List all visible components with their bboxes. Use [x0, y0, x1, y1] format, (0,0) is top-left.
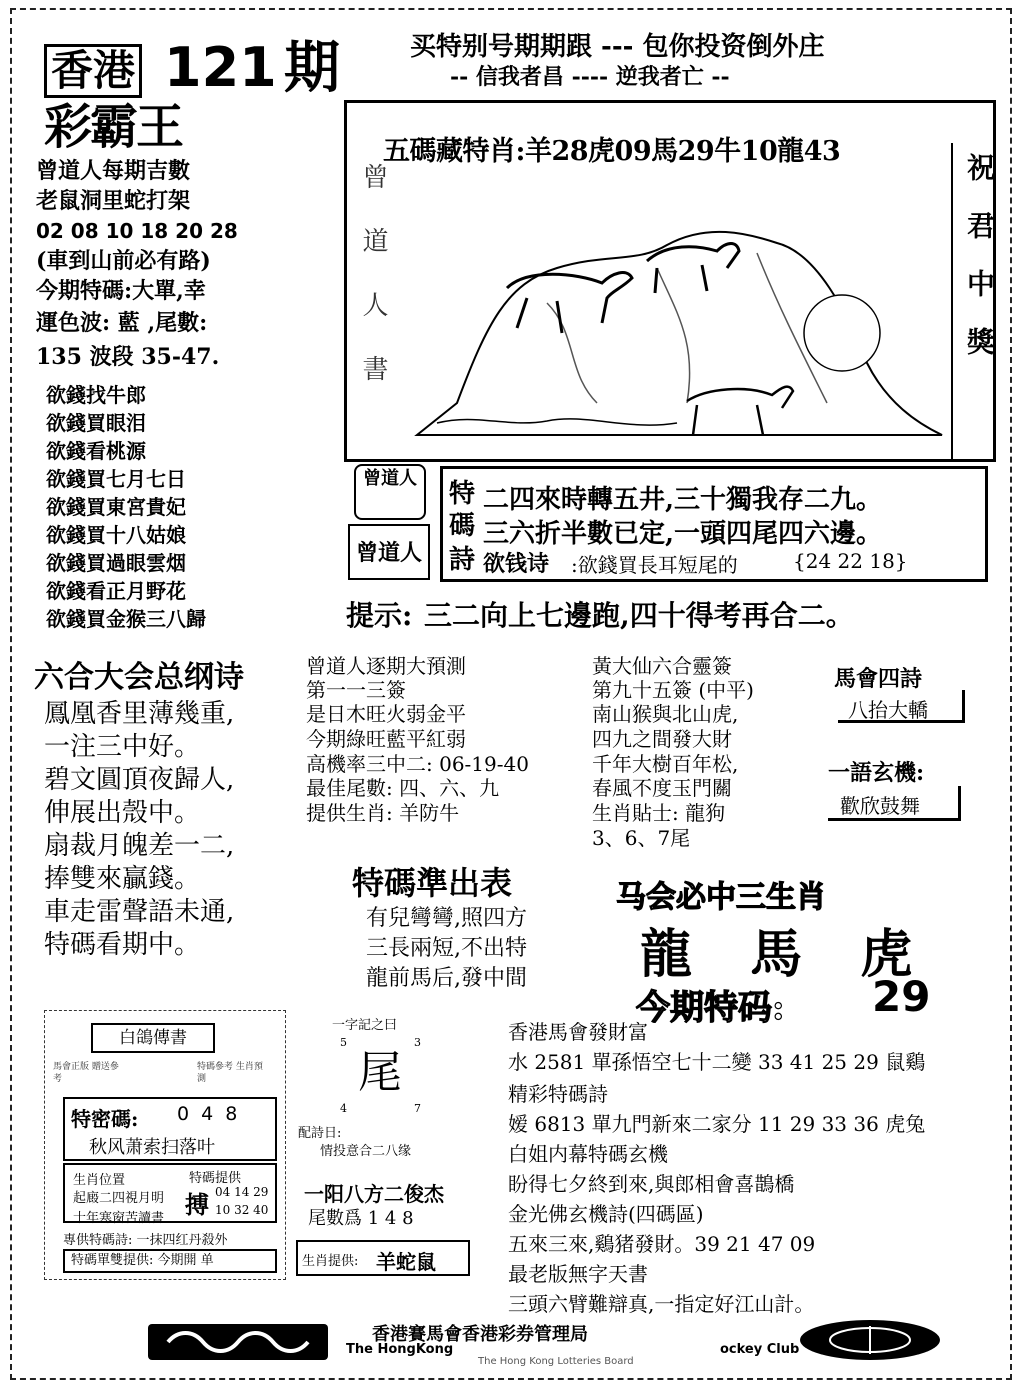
poem-frame: [440, 466, 988, 582]
left-line: 135 波段 35-47.: [36, 344, 220, 370]
zodiac-title: 马会必中三生肖: [616, 880, 826, 915]
memo-number: 7: [414, 1102, 421, 1115]
mystery-value: 歡欣鼓舞: [840, 794, 920, 818]
prediction-line: 是日木旺火弱金平: [306, 702, 466, 726]
horse-poem-title: 馬會四詩: [834, 666, 923, 692]
art-banner: 五碼藏特肖:羊28虎09馬29牛10龍43: [383, 136, 841, 167]
hint-text: 三二向上七邊跑,四十得考再合二。: [424, 599, 854, 632]
general-poem-line: 鳳凰香里薄幾重,: [44, 699, 235, 729]
lot-line: 生肖貼士: 龍狗: [592, 801, 726, 825]
position-box: [63, 1163, 277, 1226]
slogan-secondary: -- 信我者昌 ---- 逆我者亡 --: [450, 64, 730, 90]
pigeon-card: [44, 1010, 286, 1280]
general-poem-line: 一注三中好。: [44, 732, 201, 762]
hk-line: 水 2581 單孫悟空七十二變 33 41 25 29 鼠鷄: [508, 1050, 926, 1074]
lot-line: 3、6、7尾: [592, 826, 691, 850]
issue-heading: [44, 35, 344, 101]
general-poem-line: 捧雙來贏錢。: [44, 864, 201, 894]
left-line: 02 08 10 18 20 28: [36, 219, 238, 243]
code-table-title: 特碼準出表: [352, 864, 513, 902]
art-box: [344, 100, 996, 462]
left-line: 今期特碼:大單,幸: [36, 278, 206, 304]
footer-logo-right: [800, 1320, 940, 1360]
footer-en-left: The HongKong: [346, 1342, 454, 1357]
general-poem-line: 車走雷聲語未通,: [44, 897, 235, 927]
general-poem-line: 碧文圓頂夜歸人,: [44, 765, 235, 795]
prediction-line: 第一一三簽: [306, 678, 406, 702]
guide-numbers: 10 32 40: [215, 1203, 269, 1217]
general-poem: [30, 648, 300, 960]
poem-label-3: 詩: [449, 545, 476, 575]
poem-badge: [344, 462, 430, 586]
hk-line: 白姐内幕特碼玄機: [508, 1142, 668, 1166]
badge-top: 曾道人: [354, 464, 426, 520]
hk-line: 金光佛玄機詩(四碼區): [508, 1202, 704, 1226]
side-blessing: 祝君中獎: [963, 153, 996, 385]
single-double-line: 特碼單雙提供: 今期開 单: [63, 1249, 277, 1273]
prediction-line: 最佳尾數: 四、六、九: [306, 776, 500, 800]
lot-line: 南山猴與北山虎,: [592, 702, 739, 726]
secret-line: 秋风萧索扫落叶: [89, 1137, 215, 1158]
memo-poem-label: 配詩日:: [298, 1126, 342, 1141]
prediction-line: 提供生肖: 羊防牛: [306, 801, 460, 825]
left-line: 曾道人每期吉數: [36, 158, 191, 184]
slogan: 买特别号期期跟 --- 包你投资倒外庄: [410, 32, 825, 62]
guide-numbers: 04 14 29: [215, 1185, 269, 1199]
memo-poem-text: 情投意合二八缘: [320, 1144, 412, 1159]
memo-card: [296, 1010, 486, 1278]
footer-en-right: ockey Club: [720, 1342, 800, 1357]
memo-char: 尾: [358, 1047, 402, 1098]
code-table-line: 有兒彎彎,照四方: [366, 906, 527, 931]
hk-line: 香港馬會發財富: [508, 1020, 648, 1044]
position-text: 起廄二四視月明: [73, 1191, 165, 1206]
code-table-line: 三長兩短,不出特: [366, 936, 527, 961]
study-line: 十年寒窗苦讀書: [73, 1211, 165, 1226]
mystery-title: 一語玄機:: [828, 760, 925, 786]
secret-label: 特密碼:: [71, 1107, 139, 1131]
general-poem-line: 特碼看期中。: [44, 930, 201, 960]
prediction-line: 高機率三中二: 06-19-40: [306, 752, 529, 776]
horse-poem-box: [818, 660, 998, 830]
pigeon-note-left: 馬會正版 贈送參考: [53, 1062, 119, 1084]
footer-logo-left: [148, 1324, 328, 1360]
prediction-line: 曾道人逐期大預測: [306, 654, 466, 678]
memo-line: 尾數爲 1 4 8: [308, 1208, 414, 1229]
pigeon-title: 白鴿傳書: [91, 1023, 215, 1053]
poem-label-2: 碼: [449, 511, 476, 541]
hk-line: 五來三來,鷄猪發財。39 21 47 09: [508, 1232, 816, 1256]
code-table-line: 龍前馬后,發中間: [366, 966, 527, 991]
horse-poem-frame: [838, 690, 965, 723]
left-line: 老鼠洞里蛇打架: [36, 188, 191, 214]
poem-box: [344, 462, 996, 588]
lot-line: 黃大仙六合靈簽: [592, 654, 732, 678]
memo-animal-box: [296, 1240, 470, 1276]
want-item: 欲錢買十八姑娘: [46, 523, 186, 547]
guide-char: 搏: [185, 1190, 209, 1219]
poem-line-label: 欲钱诗: [483, 551, 550, 577]
special-value: 29: [872, 972, 931, 1021]
want-item: 欲錢看正月野花: [46, 579, 186, 603]
poem-label-1: 特: [449, 479, 476, 509]
brand-label: 香港: [44, 44, 142, 98]
want-item: 欲錢買金猴三八歸: [46, 607, 206, 631]
hk-line: 最老版無字天書: [508, 1262, 648, 1286]
poem-line: :欲錢買長耳短尾的: [571, 553, 738, 577]
general-poem-line: 伸展出殼中。: [44, 798, 201, 828]
club-logo-icon: [148, 1324, 328, 1360]
memo-animal-value: 羊蛇鼠: [376, 1250, 436, 1274]
want-item: 欲錢買七月七日: [46, 467, 186, 491]
hk-line: 三頭六臂難辯真,一指定好江山計。: [508, 1292, 815, 1316]
want-item: 欲錢找牛郎: [46, 383, 146, 407]
side-strip: [951, 143, 996, 461]
lot-line: 春風不度玉門關: [592, 776, 732, 800]
general-poem-line: 扇裁月魄差一二,: [44, 831, 235, 861]
memo-number: 3: [414, 1036, 421, 1049]
horse-poem-value: 八抬大轎: [848, 698, 928, 722]
left-line: 運色波: 藍 ,尾數:: [36, 310, 208, 336]
want-item: 欲錢看桃源: [46, 439, 146, 463]
hk-line: 精彩特碼詩: [508, 1082, 608, 1106]
lot-line: 千年大樹百年松,: [592, 752, 739, 776]
hk-line: 盼得七夕終到來,與郎相會喜鵲橋: [508, 1172, 795, 1196]
guide-label: 特碼提供: [189, 1171, 242, 1186]
memo-top: 一字記之曰: [332, 1018, 398, 1033]
special-label: 今期特码:: [636, 988, 785, 1028]
pigeon-note-right: 特碼參考 生肖預測: [197, 1062, 263, 1084]
badge-bottom: 曾道人: [348, 524, 430, 580]
footer-en-sub: The Hong Kong Lotteries Board: [478, 1356, 634, 1367]
lottery-logo-icon: [800, 1320, 940, 1360]
secret-value: 0 4 8: [177, 1103, 241, 1125]
memo-line: 一阳八方二俊杰: [304, 1182, 444, 1206]
issue-period: 期: [284, 35, 340, 101]
lot-line: 四九之間發大財: [592, 727, 732, 751]
want-item: 欲錢買東宮貴妃: [46, 495, 186, 519]
memo-animal-label: 生肖提供:: [302, 1254, 359, 1269]
poem-numbers: {24 22 18}: [793, 549, 908, 573]
issue-number: 121: [164, 36, 277, 99]
want-item: 欲錢買過眼雲烟: [46, 551, 186, 575]
mystery-frame: [828, 786, 961, 821]
prediction-line: 今期綠旺藍平紅弱: [306, 727, 466, 751]
hint-label: 提示:: [346, 599, 413, 632]
memo-number: 5: [340, 1036, 347, 1049]
general-poem-title: 六合大会总纲诗: [34, 660, 244, 695]
position-label: 生肖位置: [73, 1173, 126, 1188]
paper-title: 彩霸王: [44, 99, 183, 155]
hk-line: 嫒 6813 單九門新來二家分 11 29 33 36 虎兔: [508, 1112, 926, 1136]
poem-line: 三六折半數已定,一頭四尾四六邊。: [483, 519, 883, 549]
special-poem-line: 專供特碼詩: 一抹四红丹殺外: [63, 1233, 228, 1248]
footer-cn: 香港賽馬會香港彩券管理局: [372, 1324, 588, 1345]
art-vertical-text: 曾道人書: [358, 163, 388, 419]
lot-line: 第九十五簽 (中平): [592, 678, 754, 702]
horse-mountain-illustration: [397, 173, 947, 458]
zodiac-animals: 龍 馬 虎: [640, 924, 933, 985]
poem-line: 二四來時轉五井,三十獨我存二九。: [483, 485, 883, 515]
left-line: (車到山前必有路): [36, 248, 211, 274]
secret-box: [63, 1097, 277, 1161]
want-item: 欲錢買眼泪: [46, 411, 146, 435]
memo-number: 4: [340, 1102, 347, 1115]
